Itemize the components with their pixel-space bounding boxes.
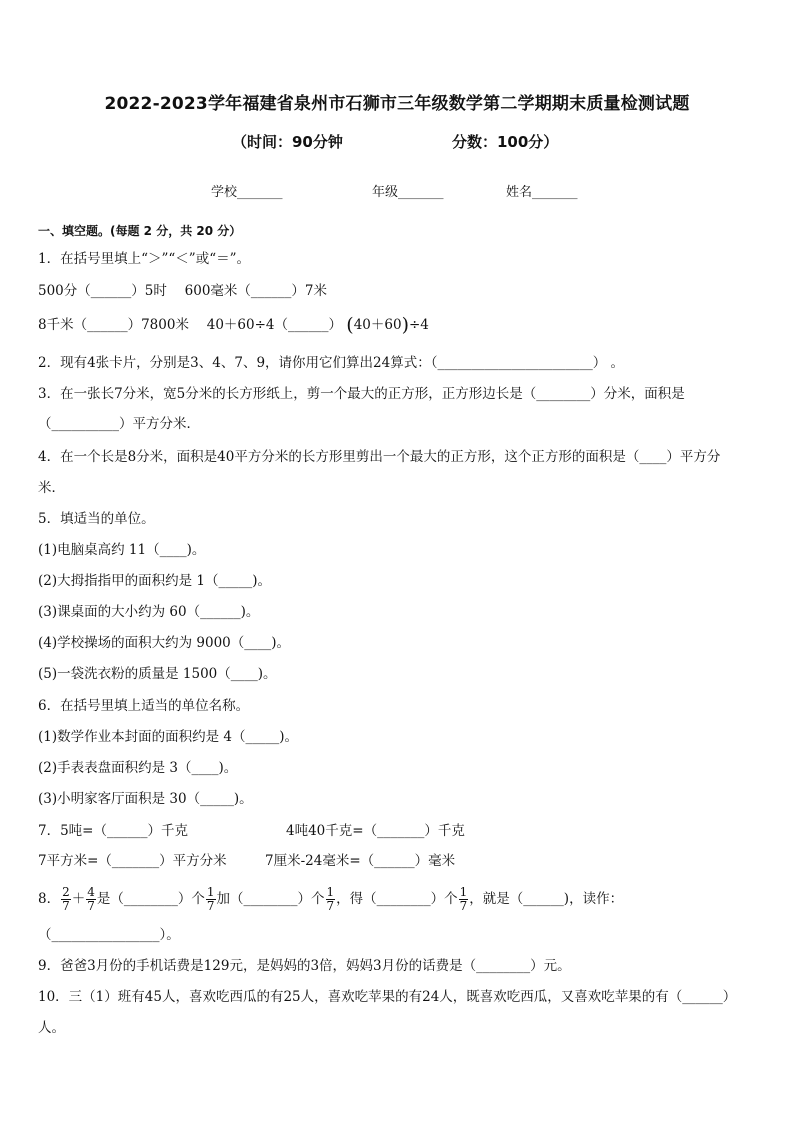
time-limit: （时间：90分钟	[232, 133, 343, 151]
question-7-b: 4吨40千克=（_______）千克	[286, 823, 465, 839]
question-7-d: 7厘米-24毫米=（______）毫米	[265, 853, 456, 869]
question-5-item: (5)一袋洗衣粉的质量是 1500（____)。	[38, 666, 277, 682]
question-3-line-2: （__________）平方分米．	[38, 416, 200, 432]
question-9: 9．爸爸3月份的手机话费是129元，是妈妈的3倍，妈妈3月份的话费是（________）元。	[38, 958, 571, 974]
paren-left: (	[346, 314, 354, 336]
expression-inner: 40＋60	[353, 317, 402, 333]
exam-title: 2022-2023学年福建省泉州市石狮市三年级数学第二学期期末质量检测试题	[104, 94, 690, 114]
question-5-stem: 5．填适当的单位。	[38, 511, 155, 527]
question-6-item: (3)小明家客厅面积是 30（_____)。	[38, 791, 253, 807]
fraction: $\frac{2}{7}$	[62, 885, 70, 913]
question-1-row-2	[38, 316, 429, 334]
school-field[interactable]: 学校_______	[211, 185, 283, 200]
question-5-item: (3)课桌面的大小约为 60（______)。	[38, 604, 260, 620]
question-7-a: 7．5吨=（______）千克	[38, 823, 188, 839]
question-6-stem: 6．在括号里填上适当的单位名称。	[38, 698, 250, 714]
question-1-stem: 1．在括号里填上“＞”“＜”或“＝”。	[38, 251, 250, 267]
question-4-line-1: 4．在一个长是8分米，面积是40平方分米的长方形里剪出一个最大的正方形，这个正方形的面积是（____）平方分	[38, 449, 721, 465]
question-8-line-1	[38, 884, 623, 914]
grade-field[interactable]: 年级_______	[372, 185, 444, 200]
section-heading: 一、填空题。(每题 2 分，共 20 分）	[38, 224, 242, 238]
fraction: $\frac{4}{7}$	[87, 885, 95, 913]
question-5-item: (4)学校操场的面积大约为 9000（____)。	[38, 635, 291, 651]
name-field[interactable]: 姓名_______	[506, 185, 578, 200]
total-score: 分数：100分）	[452, 133, 559, 151]
question-3-line-1: 3．在一张长7分米，宽5分米的长方形纸上，剪一个最大的正方形，正方形边长是（________）分米，面积是	[38, 386, 685, 402]
question-8-text: 加（________）个	[216, 891, 325, 907]
question-8-number: 8．	[38, 891, 61, 907]
question-2: 2．现有4张卡片，分别是3、4、7、9，请你用它们算出24算式：（_______________________） 。	[38, 355, 625, 371]
question-7-c: 7平方米=（_______）平方分米	[38, 853, 227, 869]
plus-sign: ＋	[71, 891, 86, 907]
question-5-item: (1)电脑桌高约 11（____)。	[38, 542, 206, 558]
question-8-text: 是（________）个	[96, 891, 205, 907]
fraction: $\frac{1}{7}$	[459, 885, 468, 913]
question-4-line-2: 米．	[38, 480, 65, 496]
question-8-text: ，得（________）个	[336, 891, 458, 907]
fraction: $\frac{1}{7}$	[206, 885, 215, 913]
question-6-item: (2)手表表盘面积约是 3（____)。	[38, 760, 238, 776]
fraction: $\frac{1}{7}$	[326, 885, 335, 913]
expression-tail: ÷4	[409, 317, 429, 333]
question-1-row-2-text: 8千米（______）7800米 40＋60÷4（______）	[38, 317, 342, 333]
question-6-item: (1)数学作业本封面的面积约是 4（_____)。	[38, 729, 299, 745]
paren-right: )	[401, 314, 409, 336]
question-8-line-2: （________________）。	[38, 927, 180, 943]
question-1-row-1: 500分（______）5时 600毫米（______）7米	[38, 283, 328, 299]
question-10-line-2: 人。	[38, 1020, 65, 1036]
question-8-text: ，就是（______)，读作：	[469, 891, 624, 907]
question-10-line-1: 10．三（1）班有45人，喜欢吃西瓜的有25人，喜欢吃苹果的有24人，既喜欢吃西瓜，又喜欢吃苹果的有（______）	[38, 989, 737, 1005]
question-5-item: (2)大拇指指甲的面积约是 1（_____)。	[38, 573, 272, 589]
